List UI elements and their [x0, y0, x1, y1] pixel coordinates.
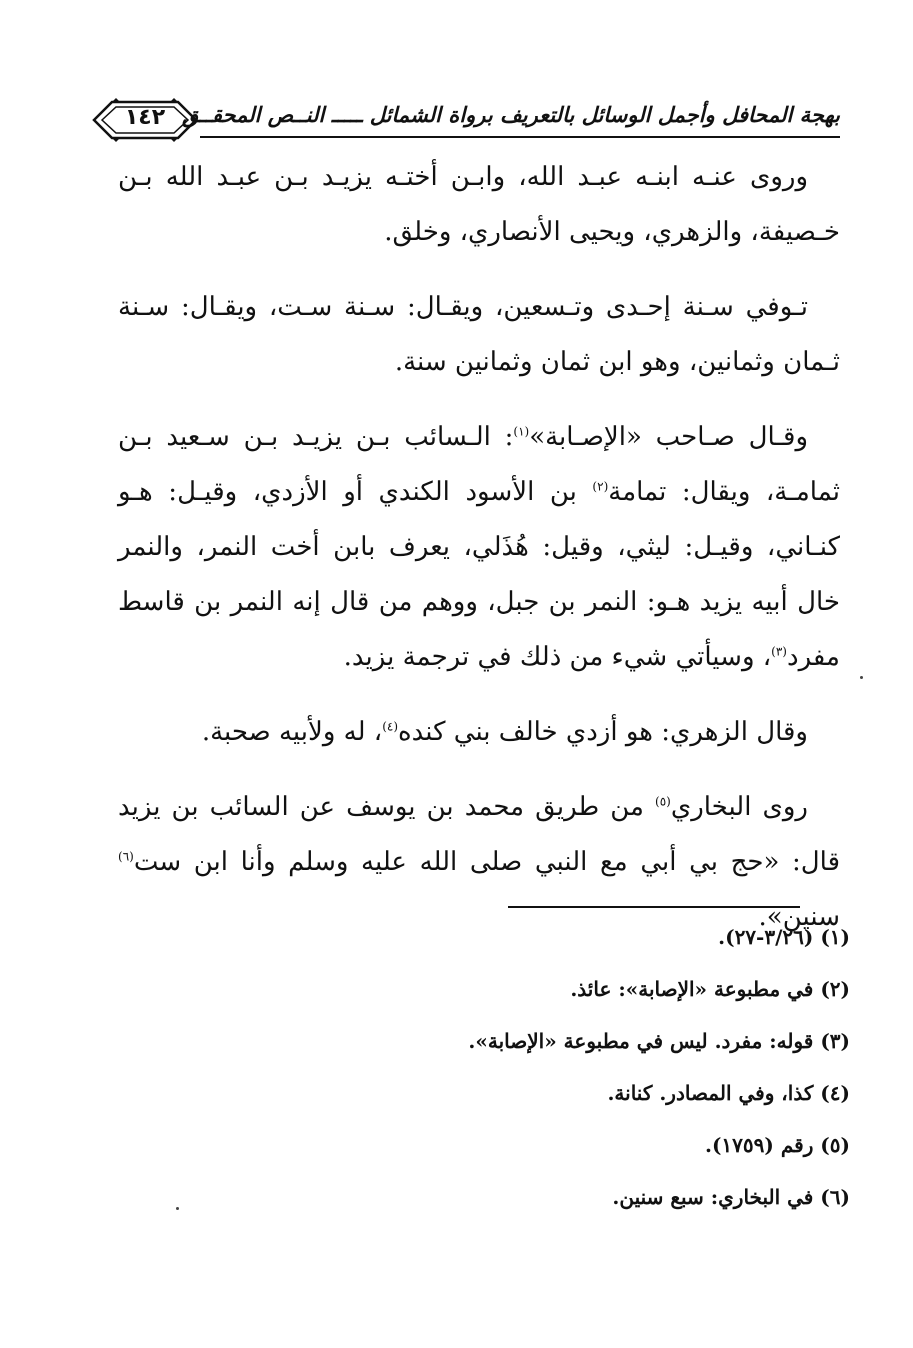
footnote-ref-4[interactable]: (٤)	[382, 719, 399, 734]
scan-speck	[176, 1207, 179, 1210]
p3-text-c: بن الأسود الكندي أو الأزدي، وقيـل: هـو كنـاني، وقيـل: ليثي، وقيل: هُذَلي، يعرف بابن أخت النمر، والنمر خال أبيه يزيد هـو: النمر بن جبل، ووهم من قال إنه النمر بن قاسط مفرد	[118, 477, 840, 672]
page-number: ١٤٢	[124, 105, 166, 130]
main-text	[118, 150, 840, 965]
footnote-separator	[508, 906, 800, 908]
footnote-3: (٣) قوله: مفرد. ليس في مطبوعة «الإصابة».	[468, 1029, 850, 1053]
p5-text-a: روى البخاري	[670, 792, 808, 822]
footnotes	[300, 916, 850, 1228]
p3-text-b: : الـسائب بـن يزيـد بـن سـعيد بـن ثمامـة، ويقال: تمامة	[118, 422, 840, 507]
footnote-ref-1[interactable]: (١)	[513, 424, 530, 439]
footnote-4: (٤) كذا، وفي المصادر. كنانة.	[607, 1081, 850, 1105]
footnote-ref-6[interactable]: (٦)	[118, 849, 134, 864]
page-number-badge	[90, 96, 200, 144]
footnote-2: (٢) في مطبوعة «الإصابة»: عائذ.	[570, 977, 850, 1001]
footnote-ref-3[interactable]: (٣)	[771, 644, 787, 659]
footnote-6: (٦) في البخاري: سبع سنين.	[612, 1185, 850, 1209]
paragraph-1: وروى عنـه ابنـه عبـد الله، وابـن أختـه يزيـد بـن عبـد الله بـن خـصيفة، والزهري، ويحيى الأنصاري، وخلق.	[118, 162, 840, 247]
paragraph-4	[118, 705, 840, 760]
p3-text-d: ، وسيأتي شيء من ذلك في ترجمة يزيد.	[343, 642, 772, 672]
p5-text-b: من طريق محمد بن يوسف عن السائب بن يزيد قال: «حج بي أبي مع النبي صلى الله عليه وسلم وأنا ابن ست	[118, 792, 840, 877]
p5-text-c: سنين».	[758, 902, 840, 932]
p4-text-a: وقال الزهري: هو أزدي خالف بني كنده	[398, 717, 808, 747]
p4-text-b: ، له ولأبيه صحبة.	[201, 717, 383, 747]
footnote-1: (١) (٣/٢٦-٢٧).	[718, 925, 850, 949]
p3-text-a: وقـال صـاحب «الإصـابة»	[529, 422, 808, 452]
footnote-ref-5[interactable]: (٥)	[655, 794, 671, 809]
paragraph-2: تـوفي سـنة إحـدى وتـسعين، ويقـال: سـنة سـت، ويقـال: سـنة ثـمان وثمانين، وهو ابن ثمان وثمانين سنة.	[118, 292, 840, 377]
scan-speck	[860, 676, 863, 679]
header-title: بهجة المحافل وأجمل الوسائل بالتعريف برواة الشمائل ـــــ النــص المحقــق	[182, 102, 840, 127]
running-header	[90, 96, 840, 144]
header-rule	[200, 136, 840, 138]
footnote-5: (٥) رقم (١٧٥٩).	[704, 1133, 850, 1157]
paragraph-3	[118, 410, 840, 685]
footnote-ref-2[interactable]: (٢)	[592, 479, 609, 494]
